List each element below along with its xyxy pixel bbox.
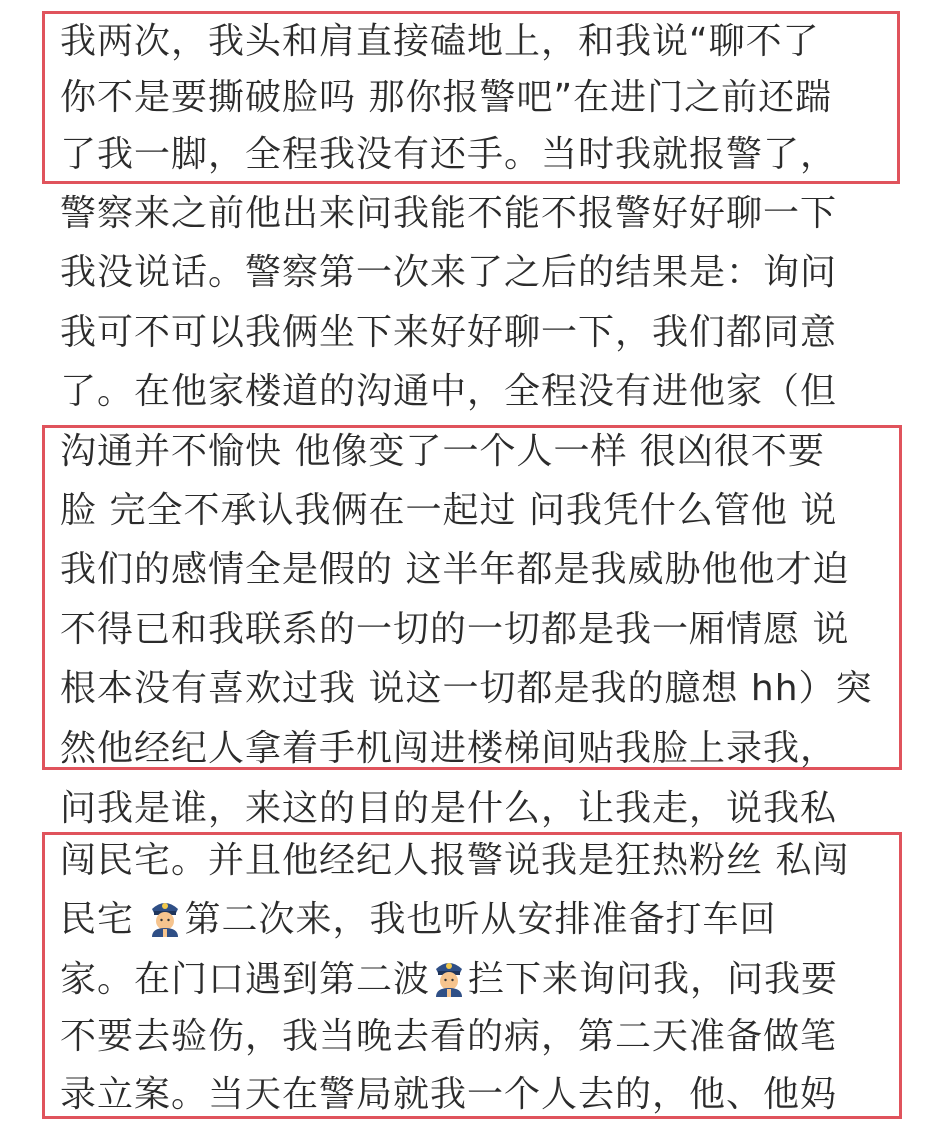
- text-segment: 民宅: [60, 899, 147, 940]
- text-line: 录立案。当天在警局就我一个人去的，他、他妈: [60, 1074, 838, 1115]
- text-line: 警察来之前他出来问我能不能不报警好好聊一下: [60, 193, 838, 234]
- text-line: 脸 完全不承认我俩在一起过 问我凭什么管他 说: [60, 490, 838, 531]
- text-line: 闯民宅。并且他经纪人报警说我是狂热粉丝 私闯: [60, 840, 850, 881]
- text-line: 不得已和我联系的一切的一切都是我一厢情愿 说: [60, 609, 850, 650]
- text-segment: 第二次来，我也听从安排准备打车回: [184, 899, 777, 940]
- police-officer-icon: [148, 897, 182, 937]
- text-line: 我没说话。警察第一次来了之后的结果是：询问: [60, 252, 838, 293]
- highlight-box-2: [42, 425, 902, 770]
- text-line: [60, 957, 838, 1001]
- police-officer-icon: [432, 957, 466, 997]
- text-line: 了。在他家楼道的沟通中，全程没有进他家（但: [60, 371, 838, 412]
- text-segment: 家。在门口遇到第二波: [60, 959, 431, 1000]
- text-line: 沟通并不愉快 他像变了一个人一样 很凶很不要: [60, 431, 825, 472]
- text-line: 然他经纪人拿着手机闯进楼梯间贴我脸上录我，: [60, 728, 838, 769]
- text-line: 你不是要撕破脸吗 那你报警吧”在进门之前还踹: [60, 77, 833, 118]
- text-line: 我可不可以我俩坐下来好好聊一下，我们都同意: [60, 312, 838, 353]
- text-line: 不要去验伤，我当晚去看的病，第二天准备做笔: [60, 1016, 838, 1057]
- text-line: 我两次，我头和肩直接磕地上，和我说“聊不了: [60, 21, 820, 62]
- text-line: [60, 897, 776, 941]
- text-line: 问我是谁，来这的目的是什么，让我走，说我私: [60, 788, 838, 829]
- text-line: 了我一脚，全程我没有还手。当时我就报警了，: [60, 134, 838, 175]
- text-line: 根本没有喜欢过我 说这一切都是我的臆想 hh）突: [60, 668, 873, 709]
- text-segment: 拦下来询问我，问我要: [468, 959, 839, 1000]
- text-line: 我们的感情全是假的 这半年都是我威胁他他才迫: [60, 549, 850, 590]
